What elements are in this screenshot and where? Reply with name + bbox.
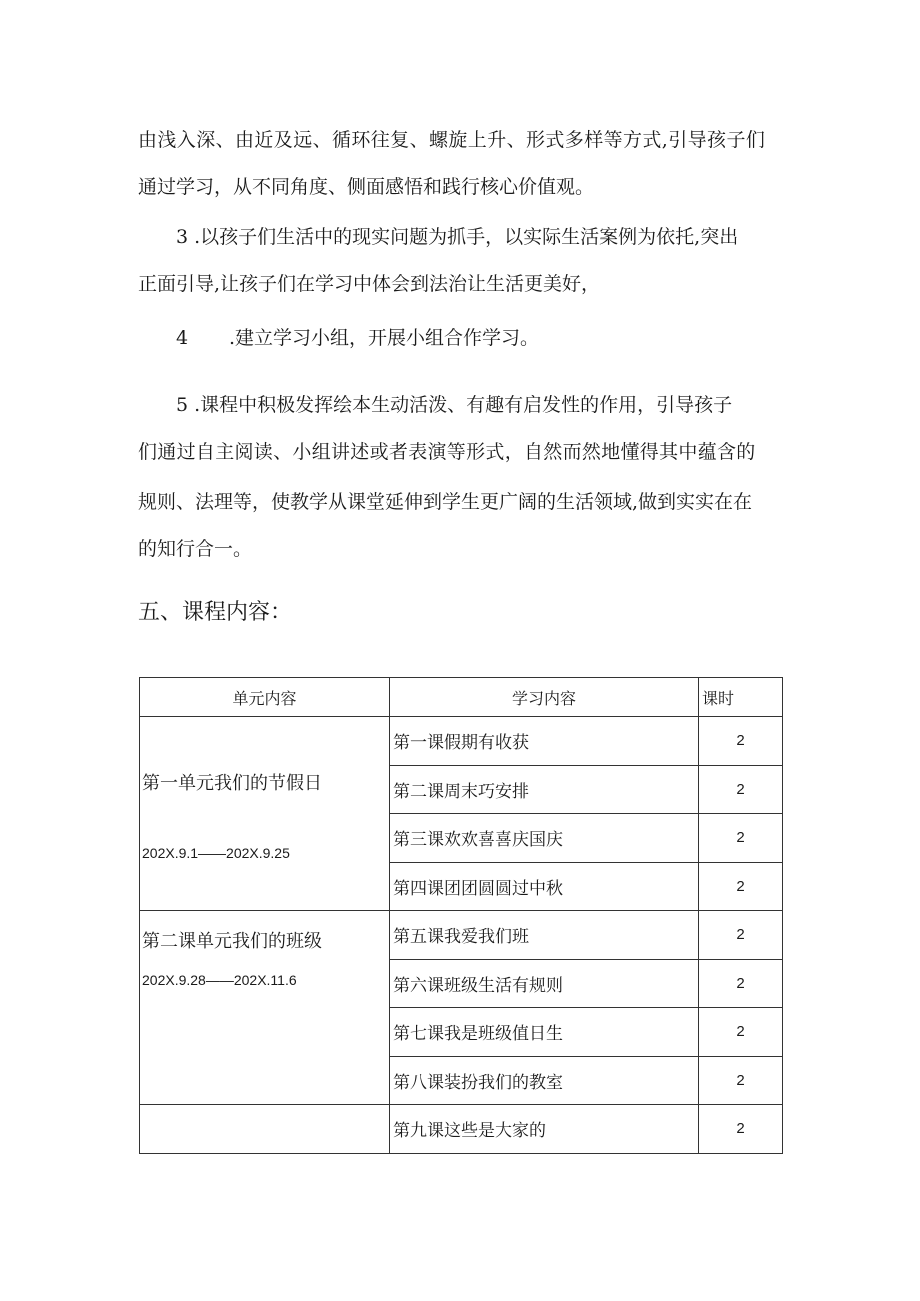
table-row <box>140 1105 783 1154</box>
lesson-cell: 第五课我爱我们班 <box>390 911 699 960</box>
unit-cell <box>140 717 390 911</box>
lesson-cell: 第九课这些是大家的 <box>390 1105 699 1154</box>
hours-cell: 2 <box>699 765 783 814</box>
lesson-cell: 第二课周末巧安排 <box>390 765 699 814</box>
hours-cell: 2 <box>699 1008 783 1057</box>
list-number: 4 <box>176 327 189 349</box>
hours-cell: 2 <box>699 959 783 1008</box>
hours-cell: 2 <box>699 1056 783 1105</box>
hours-cell: 2 <box>699 911 783 960</box>
hours-cell: 2 <box>699 862 783 911</box>
header-unit: 单元内容 <box>140 678 390 717</box>
table-header-row <box>140 678 783 717</box>
section-heading: 五、课程内容： <box>138 600 293 625</box>
unit-dates: 202X.9.1——202X.9.25 <box>142 845 290 861</box>
lesson-cell: 第七课我是班级值日生 <box>390 1008 699 1057</box>
list-number: 5 <box>176 394 189 416</box>
hours-cell: 2 <box>699 1105 783 1154</box>
lesson-cell: 第三课欢欢喜喜庆国庆 <box>390 814 699 863</box>
table-row <box>140 911 783 960</box>
paragraph-line: 们通过自主阅读、小组讲述或者表演等形式，自然而然地懂得其中蕴含的 <box>138 441 756 463</box>
list-item-5 <box>176 393 732 417</box>
list-text: .以孩子们生活中的现实问题为抓手，以实际生活案例为依托,突出 <box>194 226 739 248</box>
list-text: .课程中积极发挥绘本生动活泼、有趣有启发性的作用，引导孩子 <box>194 394 733 416</box>
header-lesson: 学习内容 <box>390 678 699 717</box>
hours-cell: 2 <box>699 814 783 863</box>
unit-cell <box>140 1105 390 1154</box>
lesson-cell: 第四课团团圆圆过中秋 <box>390 862 699 911</box>
unit-cell <box>140 911 390 1105</box>
course-table <box>139 677 783 1154</box>
list-item-3 <box>176 225 738 249</box>
paragraph-line: 的知行合一。 <box>138 538 253 560</box>
table-row <box>140 717 783 766</box>
paragraph-line: 正面引导,让孩子们在学习中体会到法治让生活更美好， <box>138 273 601 295</box>
paragraph-line: 通过学习，从不同角度、侧面感悟和践行核心价值观。 <box>138 176 595 198</box>
unit-title: 第二课单元我们的班级 <box>142 931 322 952</box>
paragraph-line: 由浅入深、由近及远、循环往复、螺旋上升、形式多样等方式,引导孩子们 <box>138 129 766 151</box>
unit-title: 第一单元我们的节假日 <box>142 773 322 794</box>
lesson-cell: 第八课装扮我们的教室 <box>390 1056 699 1105</box>
lesson-cell: 第六课班级生活有规则 <box>390 959 699 1008</box>
list-number: 3 <box>176 226 189 248</box>
paragraph-line: 规则、法理等，使教学从课堂延伸到学生更广阔的生活领域,做到实实在在 <box>138 491 753 513</box>
lesson-cell: 第一课假期有收获 <box>390 717 699 766</box>
header-hours: 课时 <box>699 678 783 717</box>
hours-cell: 2 <box>699 717 783 766</box>
list-item-4 <box>176 326 539 350</box>
list-text: .建立学习小组，开展小组合作学习。 <box>229 327 540 349</box>
unit-dates: 202X.9.28——202X.11.6 <box>142 972 297 988</box>
